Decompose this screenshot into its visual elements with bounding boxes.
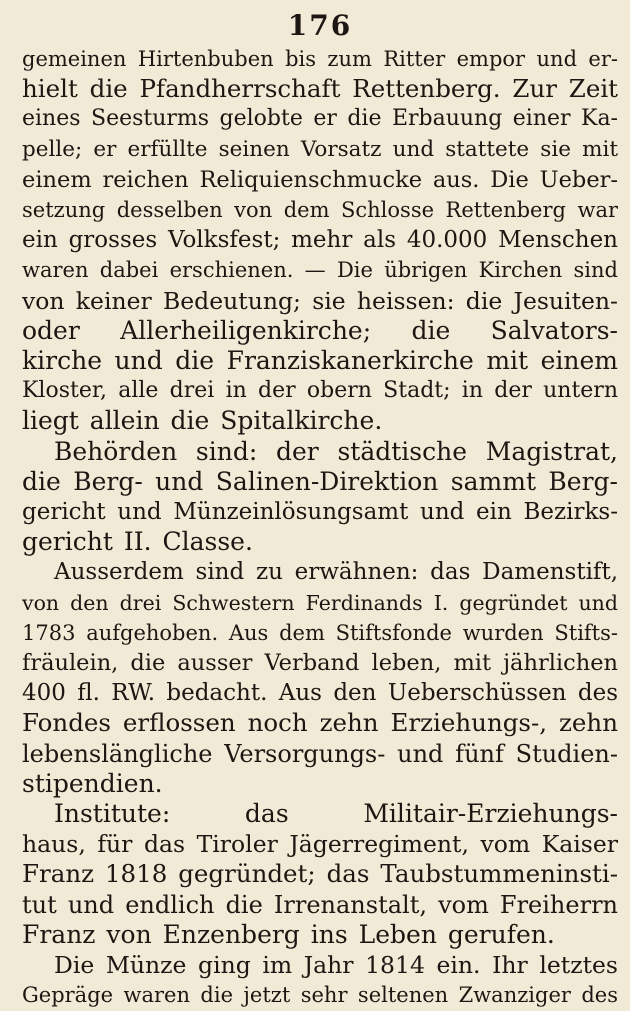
text-line-content: Behörden sind: der städtische Magistrat, (54, 436, 618, 466)
text-line (22, 135, 618, 165)
text-line (22, 859, 618, 889)
text-line (22, 406, 618, 436)
text-line (22, 316, 618, 346)
text-line-content: hielt die Pfandherrschaft Rettenberg. Zur Zeit (22, 74, 618, 104)
text-line (22, 467, 618, 497)
text-line (22, 588, 618, 618)
text-line-content: einem reichen Reliquienschmucke aus. Die Ueber- (22, 166, 618, 193)
text-line (22, 346, 618, 376)
text-line (22, 437, 618, 467)
text-line (22, 376, 618, 406)
text-line-content: tut und endlich die Irrenanstalt, vom Freiherrn (22, 890, 618, 919)
text-line (22, 104, 618, 134)
text-line (22, 799, 618, 829)
text-line-content: 400 fl. RW. bedacht. Aus den Ueberschüssen des (22, 680, 618, 707)
text-line (22, 286, 618, 316)
text-line-content: Die Münze ging im Jahr 1814 ein. Ihr letztes (54, 951, 618, 980)
text-line-content: fräulein, die ausser Verband leben, mit jährlichen (22, 650, 618, 677)
text-line-content: gericht II. Classe. (22, 527, 253, 557)
text-line (22, 678, 618, 708)
text-line-content: von den drei Schwestern Ferdinands I. gegründet und (22, 590, 618, 615)
text-line-content: die Berg- und Salinen-Direktion sammt Berg- (22, 466, 618, 496)
text-line (22, 255, 618, 285)
text-line (22, 829, 618, 859)
text-line-content: gericht und Münzeinlösungsamt und ein Bezirks- (22, 499, 618, 526)
text-line-content: 1783 aufgehoben. Aus dem Stiftsfonde wurden Stifts- (22, 620, 618, 645)
text-line-content: Gepräge waren die jetzt sehr seltenen Zwanziger des (22, 983, 618, 1008)
text-line (22, 165, 618, 195)
text-line-content: eines Seesturms gelobte er die Erbauung einer Ka- (22, 106, 618, 132)
text-line-content: Fondes erflossen noch zehn Erziehungs-, zehn (22, 708, 618, 738)
text-line-content: Institute: das Militair-Erziehungs- (54, 799, 618, 829)
text-line-content: Franz von Enzenberg ins Leben gerufen. (22, 919, 555, 949)
text-line-content: kirche und die Franziskanerkirche mit einem (22, 346, 618, 376)
text-line (22, 708, 618, 738)
text-line (22, 74, 618, 104)
text-line-content: Franz 1818 gegründet; das Taubstummeninsti- (22, 859, 618, 889)
text-line (22, 497, 618, 527)
text-line-content: Kloster, alle drei in der obern Stadt; in der untern (22, 378, 618, 404)
text-line (22, 527, 618, 557)
text-line-content: ein grosses Volksfest; mehr als 40.000 Menschen (22, 227, 618, 254)
text-line (22, 890, 618, 920)
text-line (22, 618, 618, 648)
text-line (22, 980, 618, 1010)
text-line-content: von keiner Bedeutung; sie heissen: die Jesuiten- (22, 286, 618, 315)
text-line (22, 950, 618, 980)
text-line-content: gemeinen Hirtenbuben bis zum Ritter empor und er- (22, 47, 618, 71)
text-line (22, 195, 618, 225)
text-line (22, 557, 618, 587)
body-text (22, 44, 618, 1011)
text-line-content: setzung desselben von dem Schlosse Rettenberg war (22, 198, 618, 223)
text-line (22, 44, 618, 74)
text-line (22, 648, 618, 678)
text-line-content: liegt allein die Spitalkirche. (22, 406, 383, 436)
text-line (22, 920, 618, 950)
text-line-content: pelle; er erfüllte seinen Vorsatz und stattete sie mit (22, 136, 618, 162)
page-number: 176 (287, 9, 353, 42)
text-line-content: waren dabei erschienen. — Die übrigen Kirchen sind (22, 258, 618, 283)
text-line (22, 225, 618, 255)
text-line-content: haus, für das Tiroler Jägerregiment, vom Kaiser (22, 830, 618, 859)
text-line (22, 769, 618, 799)
text-line-content: lebenslängliche Versorgungs- und fünf Studien- (22, 739, 618, 768)
text-line-content: stipendien. (22, 768, 163, 798)
text-line (22, 739, 618, 769)
text-line-content: oder Allerheiligenkirche; die Salvators- (22, 315, 618, 345)
text-line-content: Ausserdem sind zu erwähnen: das Damenstift, (54, 559, 618, 586)
